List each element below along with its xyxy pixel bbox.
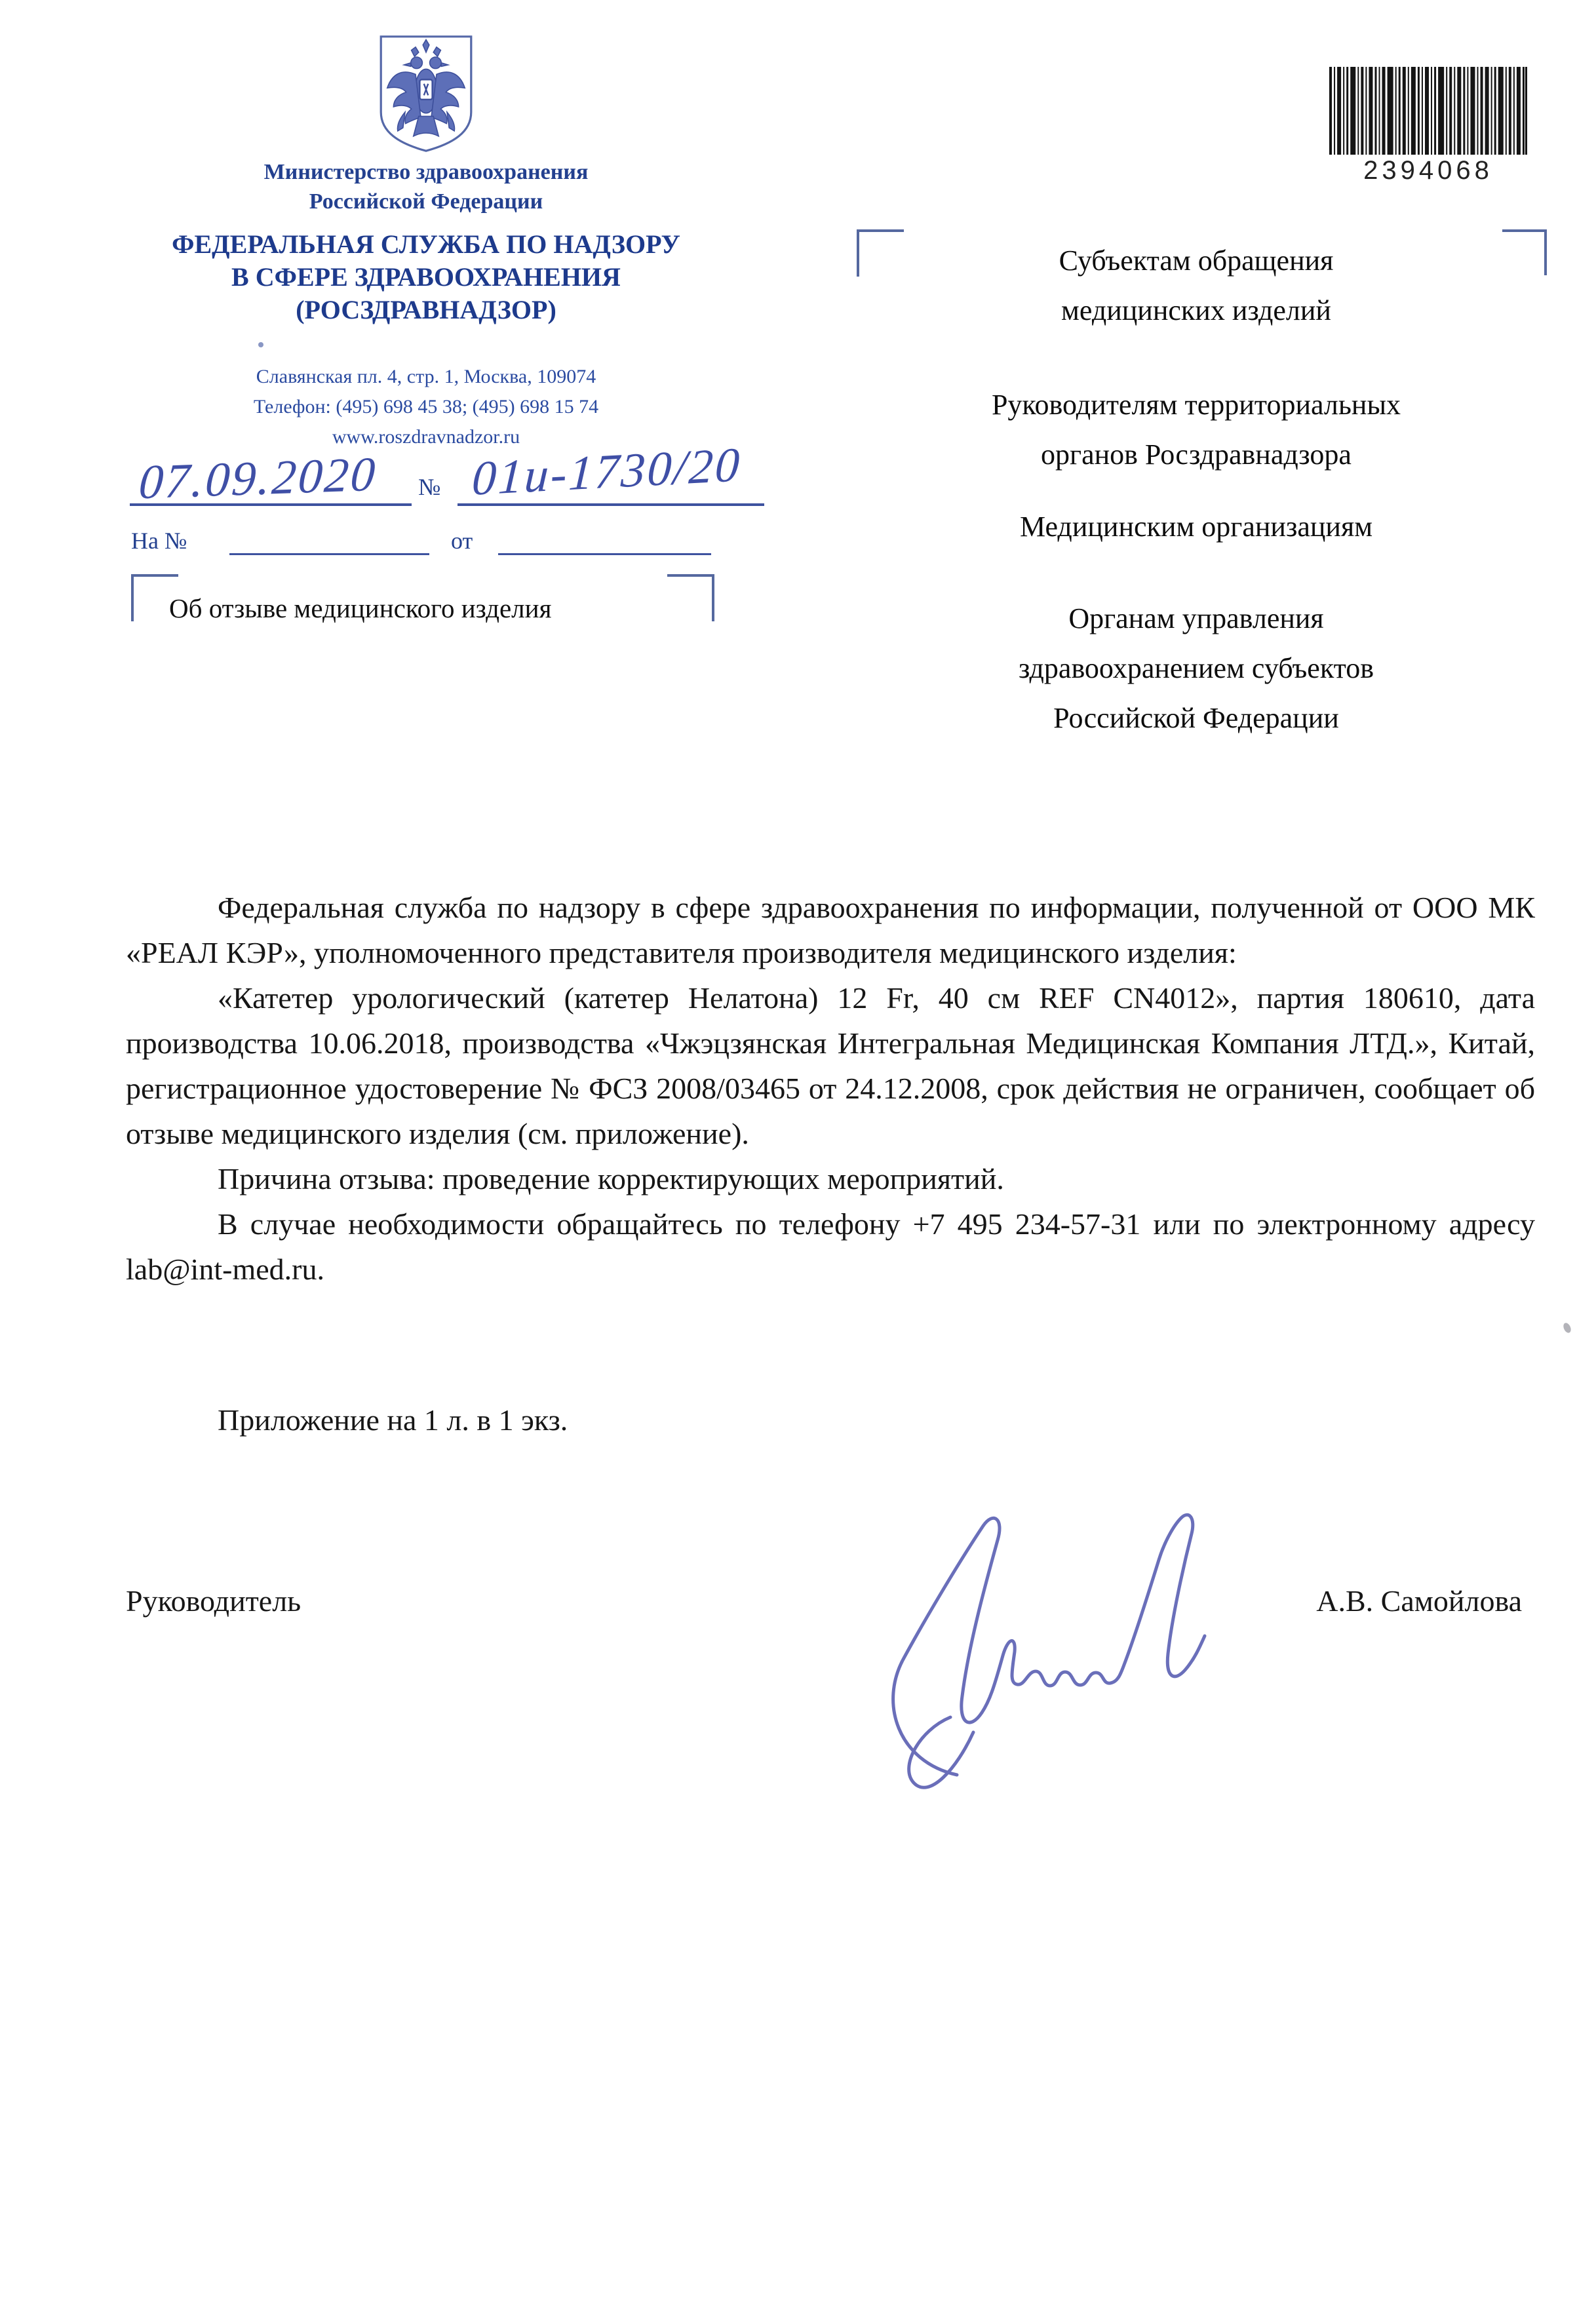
body-paragraph-4: В случае необходимости обращайтесь по телефону +7 495 234-57-31 или по электронному адресу lab@int-med.ru.	[126, 1207, 1535, 1286]
service-line-2: В СФЕРЕ ЗДРАВООХРАНЕНИЯ	[231, 262, 621, 292]
service-line-3: (РОСЗДРАВНАДЗОР)	[296, 295, 556, 324]
service-line-1: ФЕДЕРАЛЬНАЯ СЛУЖБА ПО НАДЗОРУ	[172, 229, 680, 259]
letter-subject: Об отзыве медицинского изделия	[169, 593, 552, 623]
addressee-block-territorial-heads	[839, 380, 1553, 480]
addressee-line: Руководителям территориальных	[991, 389, 1401, 421]
handwritten-outgoing-number: 01и-1730/20	[471, 438, 743, 506]
barcode-number: 2394068	[1363, 156, 1493, 185]
addressee-line: Российской Федерации	[1053, 702, 1339, 734]
signer-name: А.В. Самойлова	[1316, 1584, 1522, 1618]
body-paragraph-2: «Катетер урологический (катетер Нелатона) 12 Fr, 40 см REF CN4012», партия 180610, дата производства 10.06.2018, производства «Чжэцзянская Интегральная Медицинская Компания ЛТД.», Китай, регистрационное удостоверение № ФСЗ 2008/03465 от 24.12.2008, срок действия не ограничен, сообщает об отзыве медицинского изделия (см. приложение).	[126, 981, 1535, 1150]
reply-number-label: На №	[131, 528, 187, 554]
attachment-note: Приложение на 1 л. в 1 экз.	[218, 1403, 568, 1437]
addressee-line: Органам управления	[1068, 602, 1324, 634]
addressee-block-medical-organizations	[839, 502, 1553, 552]
body-paragraph-1: Федеральная служба по надзору в сфере здравоохранения по информации, полученной от ООО МК «РЕАЛ КЭР», уполномоченного представителя производителя медицинского изделия:	[126, 891, 1535, 969]
street-address: Славянская пл. 4, стр. 1, Москва, 109074	[256, 366, 596, 387]
addressee-block-subjects	[839, 236, 1553, 336]
ministry-line-1: Министерство здравоохранения	[263, 160, 589, 184]
number-sign-label: №	[418, 474, 441, 500]
letter-body	[126, 885, 1535, 1292]
reply-number-field-line	[229, 553, 429, 555]
letterhead-contact-block	[95, 362, 757, 452]
signature-icon	[859, 1486, 1265, 1791]
body-paragraph-3: Причина отзыва: проведение корректирующих мероприятий.	[218, 1162, 1004, 1195]
federal-service-title	[66, 228, 787, 326]
addressee-block-health-authorities	[839, 594, 1553, 743]
addressee-line: здравоохранением субъектов	[1018, 652, 1374, 684]
phone-numbers: Телефон: (495) 698 45 38; (495) 698 15 74	[253, 396, 599, 418]
signer-title: Руководитель	[126, 1584, 302, 1618]
scan-speck	[258, 342, 263, 347]
barcode-icon	[1329, 67, 1527, 155]
addressee-line: Субъектам обращения	[1059, 244, 1334, 277]
subject-corner-bracket-right	[667, 574, 714, 621]
coat-of-arms-icon	[374, 33, 478, 155]
addressee-line: Медицинским организациям	[1019, 511, 1373, 543]
ministry-name	[95, 157, 757, 216]
reply-date-label: от	[451, 528, 473, 554]
ministry-line-2: Российской Федерации	[309, 189, 543, 214]
scan-speck	[1562, 1322, 1572, 1334]
date-field-line	[130, 503, 412, 506]
addressee-line: органов Росздравнадзора	[1041, 438, 1352, 471]
website-url: www.roszdravnadzor.ru	[332, 426, 520, 448]
reply-date-field-line	[498, 553, 711, 555]
number-field-line	[457, 503, 764, 506]
addressee-line: медицинских изделий	[1061, 294, 1331, 326]
handwritten-date: 07.09.2020	[137, 447, 379, 510]
